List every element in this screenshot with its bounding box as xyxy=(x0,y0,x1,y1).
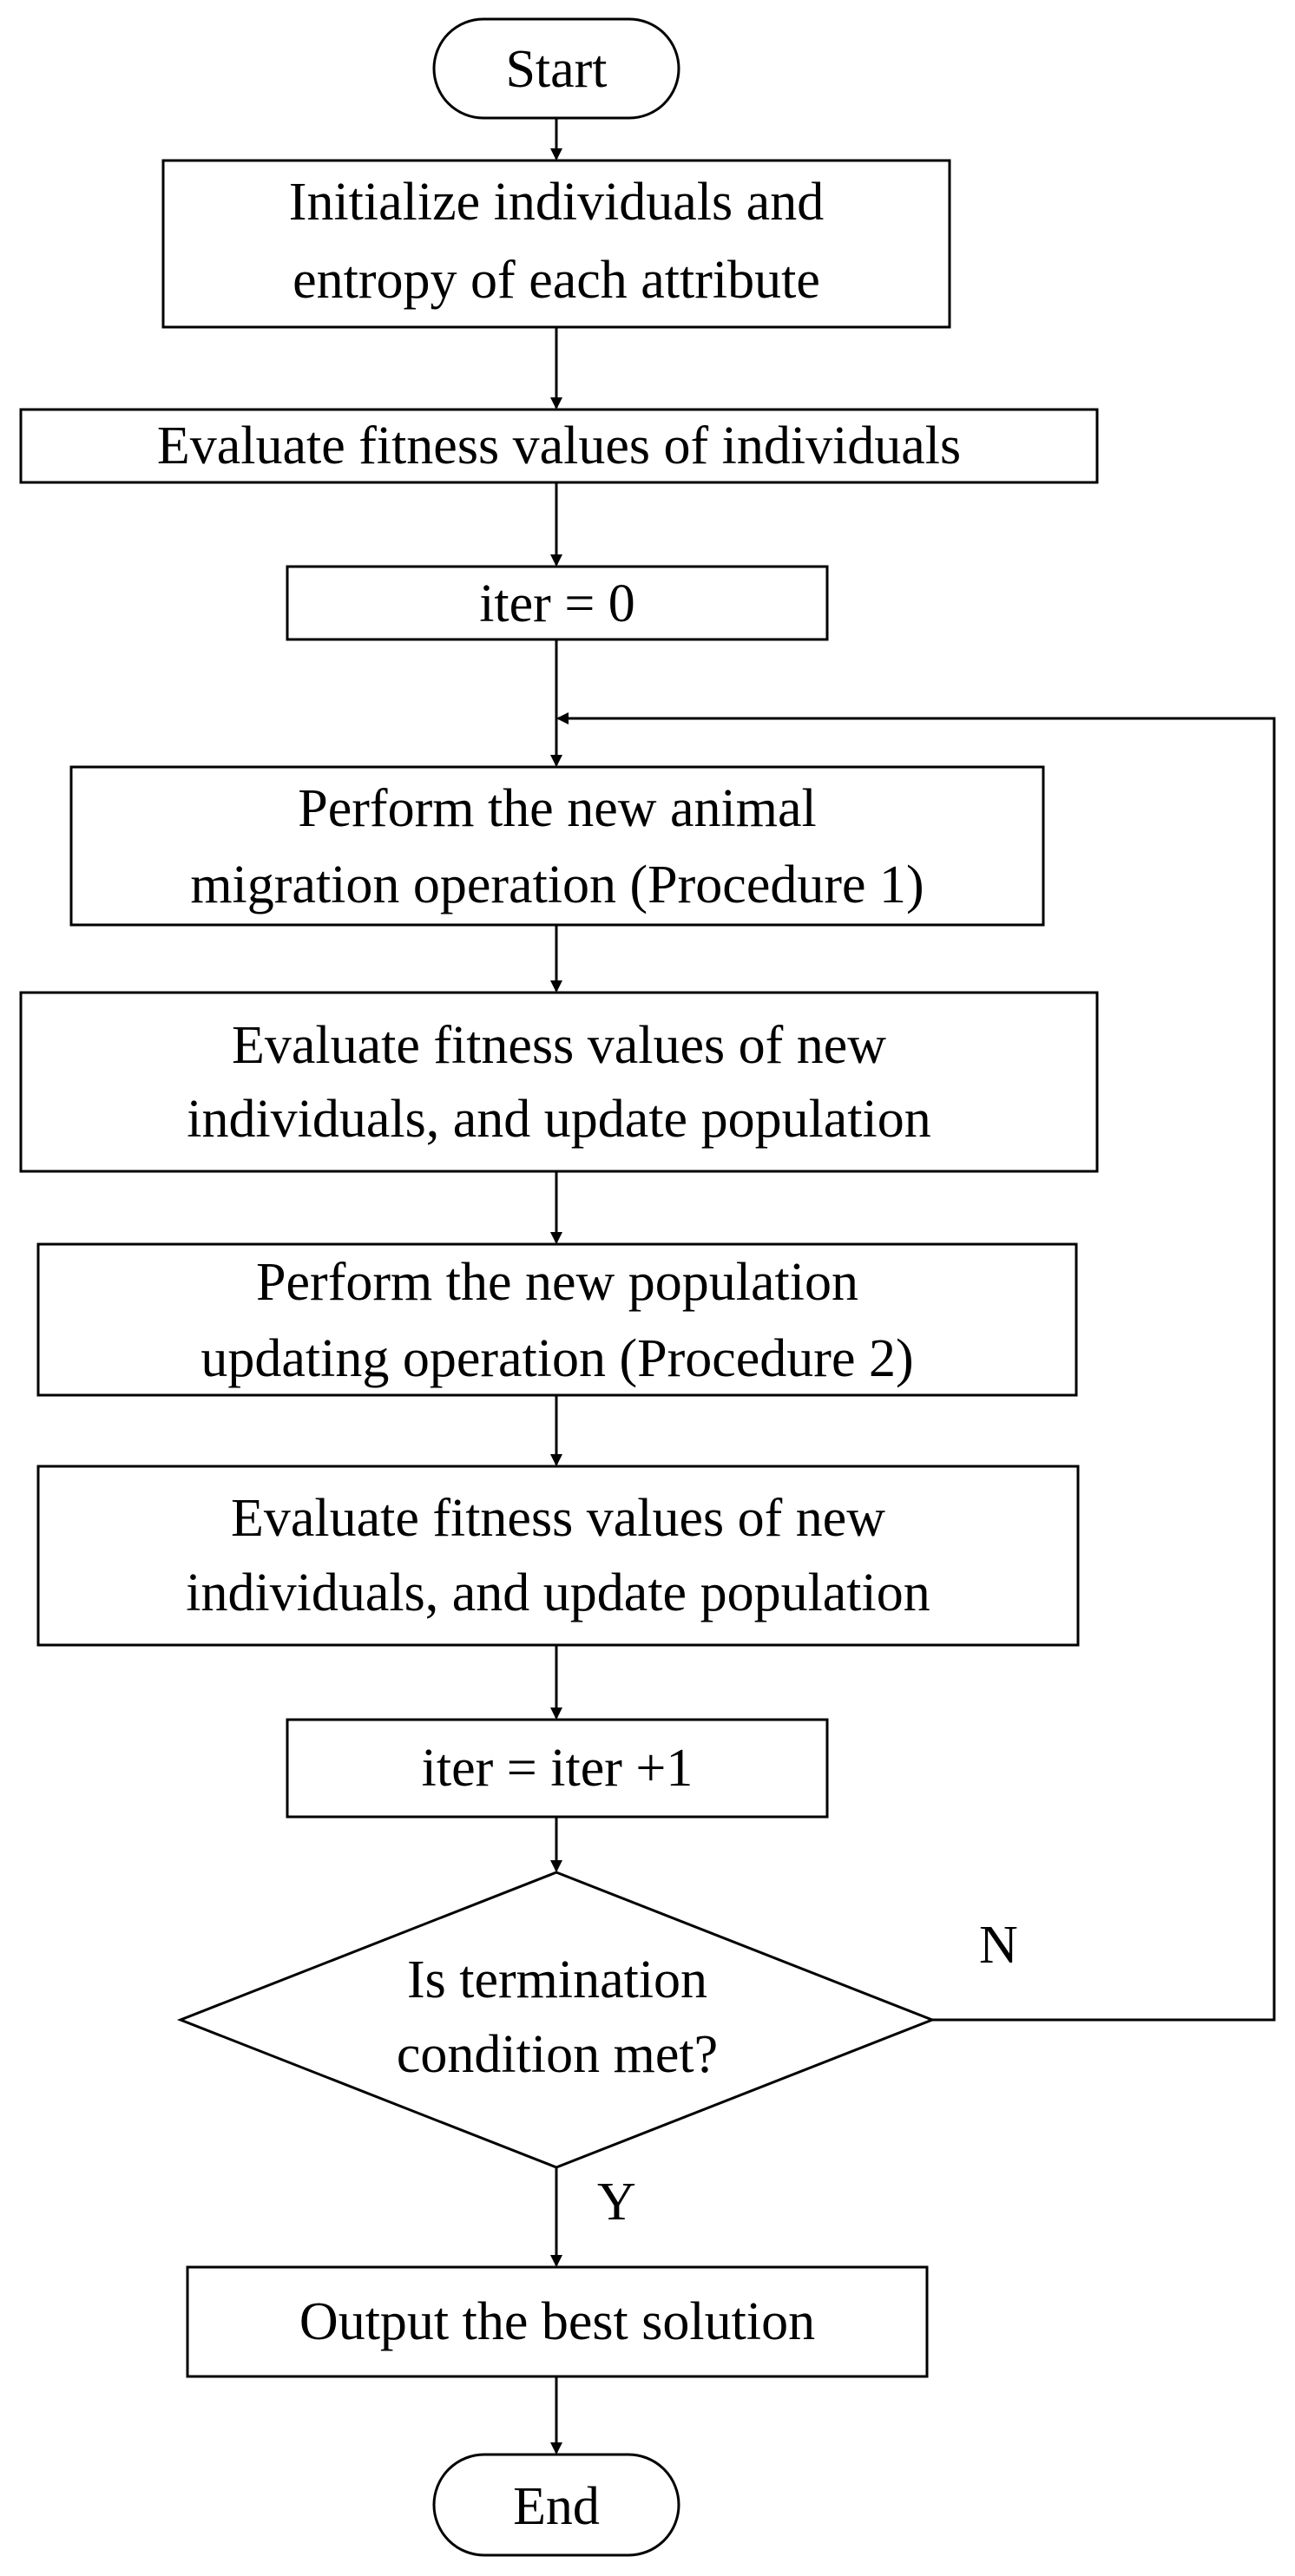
iter-increment-box xyxy=(287,1720,827,1817)
migration-process-box xyxy=(71,767,1043,925)
eval-individuals-box xyxy=(21,410,1097,482)
population-update-box xyxy=(38,1244,1076,1395)
eval-individuals-label: Evaluate fitness values of individuals xyxy=(156,416,962,475)
decision-label-line-1: Is termination xyxy=(406,1950,708,2009)
eval-new-2-label-line-2: individuals, and update population xyxy=(186,1563,930,1622)
init-label-line-2: entropy of each attribute xyxy=(293,251,820,310)
migration-label-line-1: Perform the new animal xyxy=(298,779,817,838)
end-node xyxy=(434,2455,679,2555)
termination-decision xyxy=(181,1872,932,2167)
eval-new-2-label-line-1: Evaluate fitness values of new xyxy=(230,1489,886,1548)
iter-increment-label: iter = iter +1 xyxy=(421,1739,694,1798)
population-update-label-line-2: updating operation (Procedure 2) xyxy=(200,1329,914,1388)
yes-branch-label: Y xyxy=(597,2173,636,2232)
migration-label-line-2: migration operation (Procedure 1) xyxy=(190,855,924,914)
iter-init-box xyxy=(287,567,827,639)
population-update-label-line-1: Perform the new population xyxy=(256,1253,858,1312)
output-label: Output the best solution xyxy=(299,2292,816,2351)
iter-init-label: iter = 0 xyxy=(479,574,635,633)
end-label: End xyxy=(513,2477,600,2536)
init-label-line-1: Initialize individuals and xyxy=(288,173,825,232)
eval-new-1-label-line-2: individuals, and update population xyxy=(187,1090,931,1149)
init-process-box xyxy=(163,161,950,327)
no-branch-label: N xyxy=(979,1916,1018,1975)
eval-new-individuals-box-2 xyxy=(38,1466,1078,1645)
decision-label-line-2: condition met? xyxy=(396,2025,719,2084)
eval-new-individuals-box-1 xyxy=(21,993,1097,1171)
start-label: Start xyxy=(505,40,608,99)
eval-new-1-label-line-1: Evaluate fitness values of new xyxy=(231,1016,887,1075)
output-box xyxy=(187,2267,927,2376)
start-node xyxy=(434,19,679,118)
